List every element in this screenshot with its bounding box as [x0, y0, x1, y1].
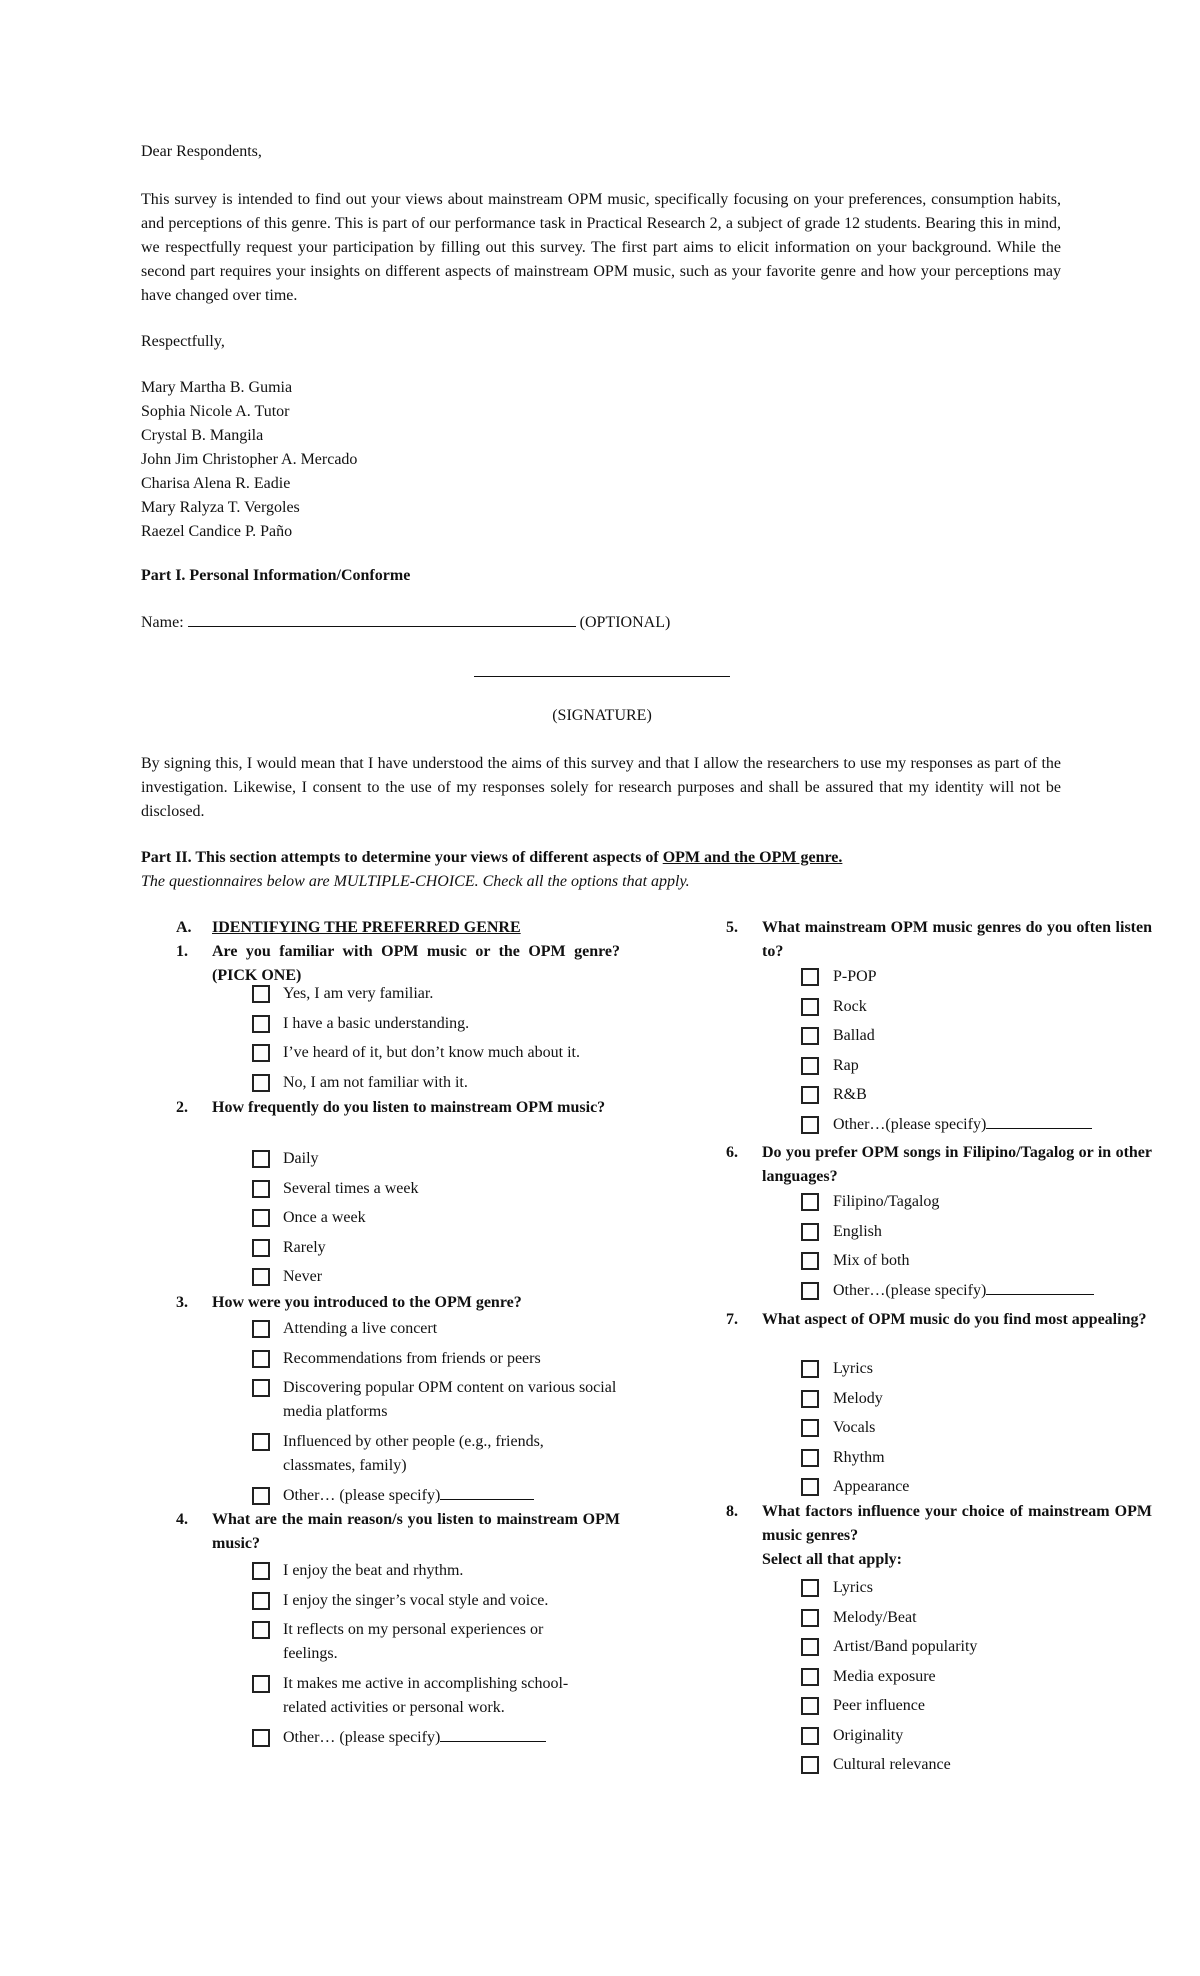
name-label: Name: — [141, 614, 184, 631]
checkbox[interactable] — [801, 1579, 819, 1597]
checkbox[interactable] — [801, 1057, 819, 1075]
specify-blank[interactable] — [986, 1280, 1094, 1295]
question-text: What mainstream OPM music genres do you often listen to? — [762, 919, 1152, 960]
checkbox[interactable] — [801, 1756, 819, 1774]
part1-heading: Part I. Personal Information/Conforme — [141, 567, 411, 584]
question-text: Do you prefer OPM songs in Filipino/Tagalog or in other languages? — [762, 1144, 1152, 1185]
checkbox[interactable] — [801, 998, 819, 1016]
checkbox[interactable] — [801, 1282, 819, 1300]
option-label: Cultural relevance — [833, 1756, 951, 1773]
checkbox[interactable] — [252, 1320, 270, 1338]
option-label: Once a week — [283, 1209, 366, 1226]
checkbox[interactable] — [801, 1609, 819, 1627]
option-label: I enjoy the singer’s vocal style and voice. — [283, 1592, 549, 1609]
question-text: How frequently do you listen to mainstream OPM music? — [212, 1099, 606, 1116]
checkbox[interactable] — [252, 1621, 270, 1639]
consent-paragraph: By signing this, I would mean that I have understood the aims of this survey and that I allow the researchers to use my responses as part of the investigation. Likewise, I consent to the use of my responses solely for research purposes and shall be assured that my identity will not be disclosed. — [141, 755, 1061, 820]
author-name: Raezel Candice P. Paño — [141, 523, 293, 540]
option-label: Lyrics — [833, 1579, 873, 1596]
checkbox[interactable] — [801, 1390, 819, 1408]
option-label: Rap — [833, 1057, 859, 1074]
question-number: 8. — [726, 1503, 738, 1520]
question-text: How were you introduced to the OPM genre? — [212, 1294, 522, 1311]
option-label: Rhythm — [833, 1449, 885, 1466]
checkbox[interactable] — [252, 1350, 270, 1368]
checkbox[interactable] — [252, 1433, 270, 1451]
question-text: What aspect of OPM music do you find most appealing? — [762, 1311, 1147, 1328]
option-label: Daily — [283, 1150, 319, 1167]
checkbox[interactable] — [801, 1727, 819, 1745]
option-label: Never — [283, 1268, 323, 1285]
checkbox[interactable] — [252, 1074, 270, 1092]
author-name: Mary Martha B. Gumia — [141, 379, 293, 396]
option-label: Rarely — [283, 1239, 326, 1256]
option-label: Melody/Beat — [833, 1609, 917, 1626]
option-label: Media exposure — [833, 1668, 936, 1685]
option-label: Several times a week — [283, 1180, 419, 1197]
author-name: Charisa Alena R. Eadie — [141, 475, 291, 492]
checkbox[interactable] — [252, 1209, 270, 1227]
option-label: Other…(please specify) — [833, 1116, 987, 1133]
specify-blank[interactable] — [440, 1727, 546, 1742]
option-label: It reflects on my personal experiences or feelings. — [283, 1621, 544, 1662]
specify-blank[interactable] — [986, 1114, 1092, 1129]
checkbox[interactable] — [252, 1044, 270, 1062]
option-label: It makes me active in accomplishing school-related activities or personal work. — [283, 1675, 569, 1716]
checkbox[interactable] — [801, 1252, 819, 1270]
author-name: Mary Ralyza T. Vergoles — [141, 499, 300, 516]
part2-heading — [141, 846, 842, 870]
salutation: Dear Respondents, — [141, 143, 262, 160]
option-label: Rock — [833, 998, 867, 1015]
signature-label: (SIGNATURE) — [552, 707, 652, 724]
option-label: R&B — [833, 1086, 867, 1103]
question-subtext: Select all that apply: — [762, 1551, 902, 1568]
checkbox[interactable] — [252, 1729, 270, 1747]
checkbox[interactable] — [801, 1449, 819, 1467]
section-letter: A. — [176, 919, 192, 936]
signature-line[interactable] — [474, 676, 730, 677]
part2-label: Part II — [141, 849, 188, 866]
question-number: 5. — [726, 919, 738, 936]
part2-instructions: The questionnaires below are MULTIPLE-CHOICE. Check all the options that apply. — [141, 873, 690, 890]
checkbox[interactable] — [252, 985, 270, 1003]
question-number: 4. — [176, 1511, 188, 1528]
option-label: Other…(please specify) — [833, 1282, 987, 1299]
option-label: I’ve heard of it, but don’t know much about it. — [283, 1044, 580, 1061]
option-row — [833, 1113, 1092, 1137]
checkbox[interactable] — [801, 1697, 819, 1715]
option-label: Lyrics — [833, 1360, 873, 1377]
question-text: What are the main reason/s you listen to mainstream OPM music? — [212, 1511, 620, 1552]
author-name: Sophia Nicole A. Tutor — [141, 403, 290, 420]
option-label: Influenced by other people (e.g., friends, classmates, family) — [283, 1433, 544, 1474]
option-row — [283, 1484, 534, 1508]
checkbox[interactable] — [801, 968, 819, 986]
checkbox[interactable] — [801, 1086, 819, 1104]
checkbox[interactable] — [252, 1487, 270, 1505]
option-label: Other… (please specify) — [283, 1729, 441, 1746]
option-label: P-POP — [833, 968, 877, 985]
checkbox[interactable] — [801, 1638, 819, 1656]
option-label: Filipino/Tagalog — [833, 1193, 940, 1210]
checkbox[interactable] — [801, 1116, 819, 1134]
checkbox[interactable] — [801, 1193, 819, 1211]
option-label: I have a basic understanding. — [283, 1015, 470, 1032]
name-row — [141, 610, 670, 635]
checkbox[interactable] — [801, 1027, 819, 1045]
question-number: 6. — [726, 1144, 738, 1161]
option-label: Yes, I am very familiar. — [283, 985, 434, 1002]
option-label: Attending a live concert — [283, 1320, 438, 1337]
checkbox[interactable] — [252, 1150, 270, 1168]
question-text: Are you familiar with OPM music or the OPM genre? (PICK ONE) — [212, 943, 620, 984]
author-name: Crystal B. Mangila — [141, 427, 264, 444]
question-number: 7. — [726, 1311, 738, 1328]
checkbox[interactable] — [252, 1239, 270, 1257]
option-label: Other… (please specify) — [283, 1487, 441, 1504]
checkbox[interactable] — [252, 1015, 270, 1033]
checkbox[interactable] — [801, 1223, 819, 1241]
author-list — [141, 376, 357, 544]
option-row — [283, 1726, 546, 1750]
specify-blank[interactable] — [440, 1485, 534, 1500]
option-label: No, I am not familiar with it. — [283, 1074, 468, 1091]
checkbox[interactable] — [801, 1668, 819, 1686]
checkbox[interactable] — [252, 1268, 270, 1286]
option-label: Artist/Band popularity — [833, 1638, 978, 1655]
question-text: What factors influence your choice of mainstream OPM music genres? — [762, 1503, 1152, 1544]
checkbox[interactable] — [252, 1180, 270, 1198]
name-field[interactable] — [188, 610, 576, 627]
question-number: 2. — [176, 1099, 188, 1116]
option-label: I enjoy the beat and rhythm. — [283, 1562, 464, 1579]
closing: Respectfully, — [141, 333, 225, 350]
checkbox[interactable] — [801, 1419, 819, 1437]
part2-heading-underlined: OPM and the OPM genre. — [662, 849, 843, 866]
section-title: IDENTIFYING THE PREFERRED GENRE — [212, 919, 521, 936]
question-number: 1. — [176, 943, 188, 960]
option-label: Discovering popular OPM content on various social media platforms — [283, 1379, 617, 1420]
option-label: Vocals — [833, 1419, 876, 1436]
option-label: Recommendations from friends or peers — [283, 1350, 541, 1367]
part2-heading-text: . This section attempts to determine your views of different aspects of — [187, 849, 663, 866]
option-label: Mix of both — [833, 1252, 910, 1269]
option-label: Melody — [833, 1390, 883, 1407]
option-label: Appearance — [833, 1478, 910, 1495]
checkbox[interactable] — [252, 1675, 270, 1693]
option-label: Originality — [833, 1727, 904, 1744]
checkbox[interactable] — [252, 1379, 270, 1397]
checkbox[interactable] — [801, 1360, 819, 1378]
intro-paragraph: This survey is intended to find out your views about mainstream OPM music, specifically focusing on your preferences, consumption habits, and perceptions of this genre. This is part of our performance task in Practical Research 2, a subject of grade 12 students. Bearing this in mind, we respectfully request your participation by filling out this survey. The first part aims to elicit information on your background. While the second part requires your insights on different aspects of mainstream OPM music, such as your favorite genre and how your perceptions may have changed over time. — [141, 191, 1061, 304]
option-label: English — [833, 1223, 882, 1240]
optional-label: (OPTIONAL) — [579, 614, 671, 631]
option-label: Ballad — [833, 1027, 875, 1044]
checkbox[interactable] — [252, 1562, 270, 1580]
checkbox[interactable] — [801, 1478, 819, 1496]
author-name: John Jim Christopher A. Mercado — [141, 451, 358, 468]
option-row — [833, 1279, 1094, 1303]
option-label: Peer influence — [833, 1697, 925, 1714]
checkbox[interactable] — [252, 1592, 270, 1610]
question-number: 3. — [176, 1294, 188, 1311]
